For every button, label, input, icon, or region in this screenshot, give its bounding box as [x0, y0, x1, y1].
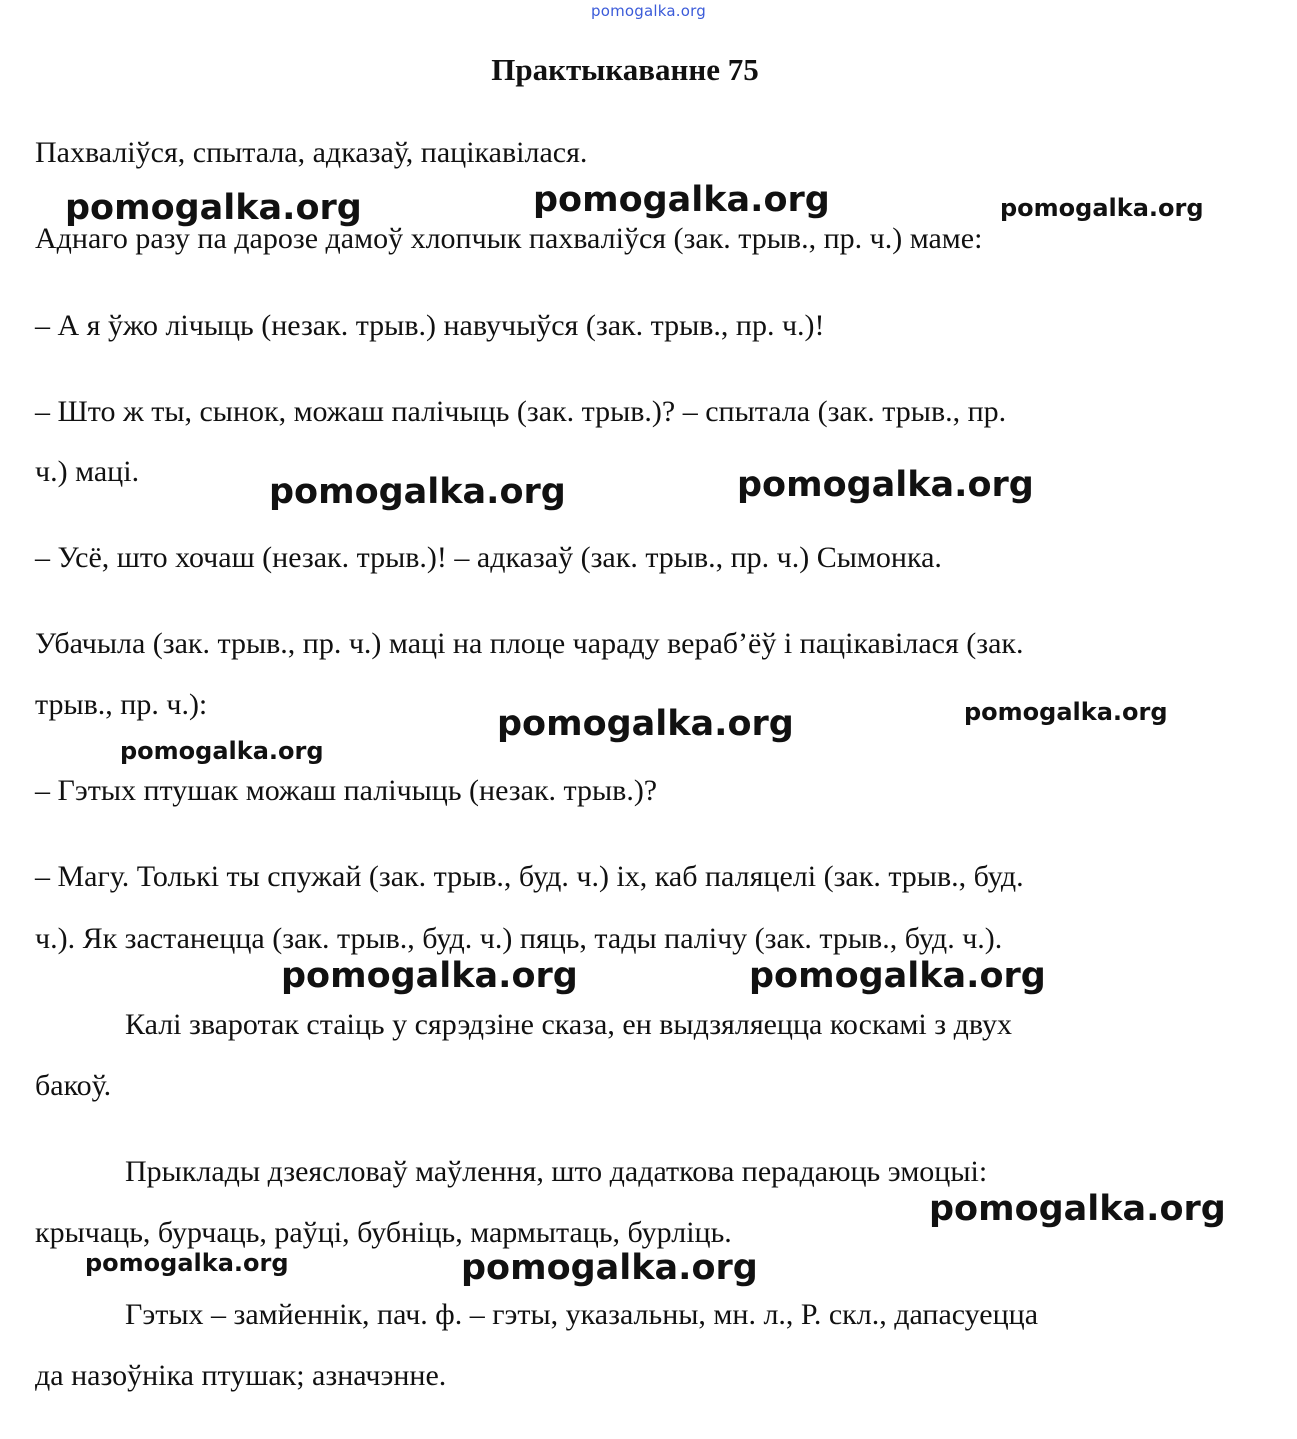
text-line-9: – Гэтых птушак можаш палічыць (незак. трыв.)? — [35, 774, 658, 807]
watermark-top: pomogalka.org — [591, 2, 706, 20]
text-line-6: – Усё, што хочаш (незак. трыв.)! – адказаў (зак. трыв., пр. ч.) Сымонка. — [35, 541, 942, 574]
text-line-2: Аднаго разу па дарозе дамоў хлопчык пахваліўся (зак. трыв., пр. ч.) маме: — [35, 222, 983, 255]
text-line-12: Калі зваротак стаіць у сярэдзіне сказа, ен выдзяляецца коскамі з двух — [125, 1008, 1012, 1041]
text-line-13: бакоў. — [35, 1069, 112, 1102]
watermark: pomogalka.org — [85, 1249, 289, 1277]
text-line-14: Прыклады дзеясловаў маўлення, што дадаткова перадаюць эмоцыі: — [125, 1155, 988, 1188]
page-title: Практыкаванне 75 — [491, 52, 759, 87]
watermark: pomogalka.org — [929, 1189, 1226, 1229]
watermark: pomogalka.org — [269, 472, 566, 512]
watermark: pomogalka.org — [281, 956, 578, 996]
text-line-8: трыв., пр. ч.): — [35, 688, 208, 721]
watermark: pomogalka.org — [120, 737, 324, 765]
text-line-7: Убачыла (зак. трыв., пр. ч.) маці на плоце чараду вераб’ёў і пацікавілася (зак. — [35, 627, 1024, 660]
text-line-10: – Магу. Толькі ты спужай (зак. трыв., буд. ч.) іх, каб паляцелі (зак. трыв., буд. — [35, 860, 1024, 893]
text-line-1: Пахваліўся, спытала, адказаў, пацікавілася. — [35, 136, 588, 169]
text-line-16: Гэтых – замйеннік, пач. ф. – гэты, указальны, мн. л., Р. скл., дапасуецца — [125, 1298, 1039, 1331]
text-line-4: – Што ж ты, сынок, можаш палічыць (зак. трыв.)? – спытала (зак. трыв., пр. — [35, 395, 1007, 428]
watermark: pomogalka.org — [737, 465, 1034, 505]
watermark: pomogalka.org — [497, 704, 794, 744]
text-line-5: ч.) маці. — [35, 455, 140, 488]
watermark: pomogalka.org — [461, 1248, 758, 1288]
text-line-3: – А я ўжо лічыць (незак. трыв.) навучыўся (зак. трыв., пр. ч.)! — [35, 309, 825, 342]
text-line-11: ч.). Як застанецца (зак. трыв., буд. ч.) пяць, тады палічу (зак. трыв., буд. ч.). — [35, 922, 1003, 955]
text-line-15: крычаць, бурчаць, раўці, бубніць, мармытаць, бурліць. — [35, 1216, 732, 1249]
watermark: pomogalka.org — [749, 956, 1046, 996]
watermark: pomogalka.org — [1000, 194, 1204, 222]
watermark: pomogalka.org — [65, 188, 362, 228]
text-line-17: да назоўніка птушак; азначэнне. — [35, 1359, 447, 1392]
watermark: pomogalka.org — [964, 698, 1168, 726]
watermark: pomogalka.org — [533, 180, 830, 220]
